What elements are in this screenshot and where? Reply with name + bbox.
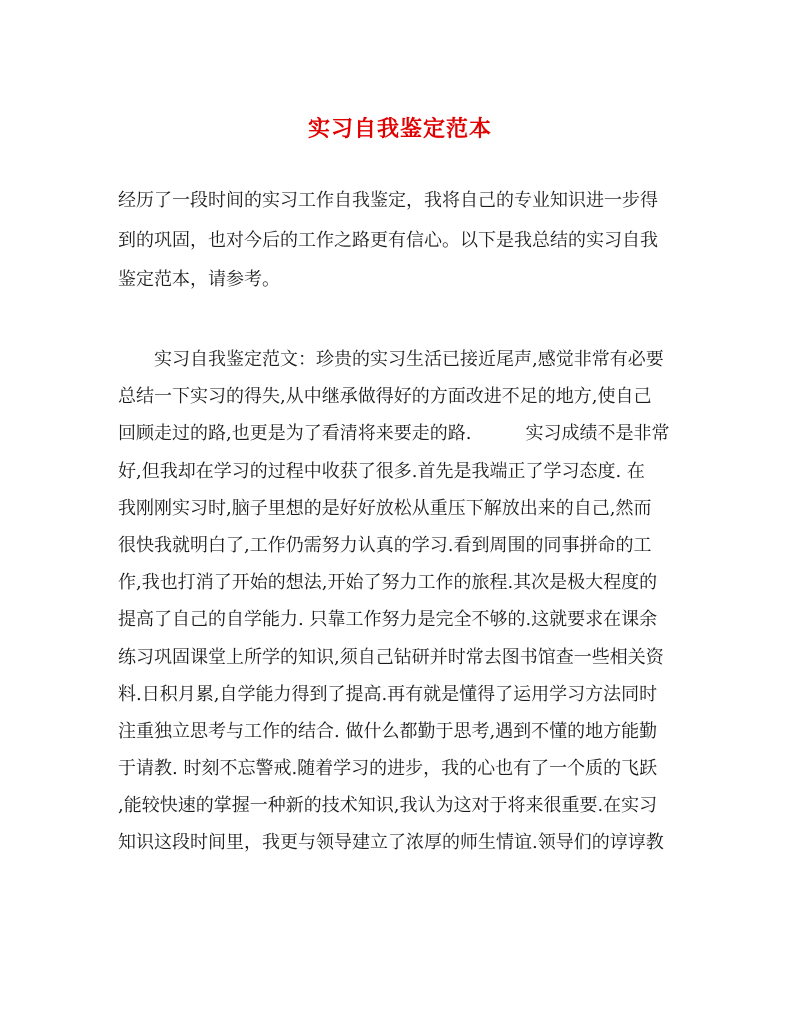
intro-line: 鉴定范本，请参考。 [118, 269, 280, 290]
body-line: 我刚刚实习时,脑子里想的是好好放松从重压下解放出来的自己,然而 [118, 497, 652, 519]
body-line: ,能较快速的掌握一种新的技术知识,我认为这对于将来很重要.在实习 [118, 795, 658, 817]
body-line: 于请教. 时刻不忘警戒.随着学习的进步，我的心也有了一个质的飞跃 [118, 758, 658, 780]
body-line: 料.日积月累,自学能力得到了提高.再有就是懂得了运用学习方法同时 [118, 683, 658, 705]
body-line: 练习巩固课堂上所学的知识,须自己钻研并时常去图书馆查一些相关资 [118, 646, 664, 668]
body-line: 好,但我却在学习的过程中收获了很多.首先是我端正了学习态度. 在 [118, 460, 645, 482]
body-line: 回顾走过的路,也更是为了看清将来要走的路. 实习成绩不是非常 [118, 423, 670, 445]
body-line: 知识这段时间里，我更与领导建立了浓厚的师生情谊.领导们的谆谆教 [118, 832, 664, 854]
body-line: 很快我就明白了,工作仍需努力认真的学习.看到周围的同事拼命的工 [118, 534, 652, 556]
body-line: 提高了自己的自学能力. 只靠工作努力是完全不够的.这就要求在课余 [118, 609, 658, 631]
intro-line: 到的巩固，也对今后的工作之路更有信心。以下是我总结的实习自我 [118, 229, 658, 251]
body-line: 注重独立思考与工作的结合. 做什么都勤于思考,遇到不懂的地方能勤 [118, 720, 658, 742]
body-paragraph [118, 341, 686, 862]
document-title: 实习自我鉴定范本 [307, 116, 492, 142]
intro-paragraph [118, 181, 686, 300]
body-line: 实习自我鉴定范文：珍贵的实习生活已接近尾声,感觉非常有必要 [118, 349, 664, 370]
intro-line: 经历了一段时间的实习工作自我鉴定，我将自己的专业知识进一步得 [118, 190, 658, 211]
body-line: 作,我也打消了开始的想法,开始了努力工作的旅程.其次是极大程度的 [118, 572, 658, 594]
body-line: 总结一下实习的得失,从中继承做得好的方面改进不足的地方,使自己 [118, 386, 652, 408]
